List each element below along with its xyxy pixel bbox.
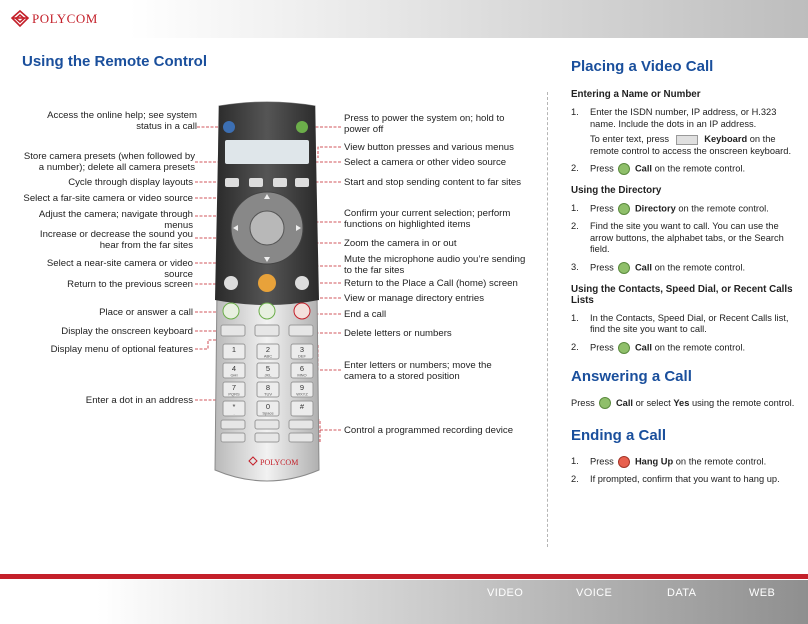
callout-help: Access the online help; see system status in a call bbox=[47, 110, 197, 132]
callout-directory: View or manage directory entries bbox=[344, 293, 485, 304]
footer-rule bbox=[0, 574, 808, 579]
callout-presets: Store camera presets (when followed by a number); delete all camera presets bbox=[23, 151, 195, 173]
callout-near-camera: Select a near-site camera or video source bbox=[46, 258, 193, 280]
callout-far-camera: Select a far-site camera or video source bbox=[23, 193, 193, 204]
callout-keyboard: Display the onscreen keyboard bbox=[61, 326, 193, 337]
home-button[interactable] bbox=[295, 276, 309, 290]
keypad-key-letters: DEF bbox=[298, 353, 306, 359]
keypad-key-letters: . bbox=[233, 410, 235, 416]
keypad-key-letters: WXYZ bbox=[296, 391, 308, 397]
keypad-key-letters: PQRS bbox=[228, 391, 240, 397]
callout-delete: Delete letters or numbers bbox=[344, 328, 452, 339]
callout-dot: Enter a dot in an address bbox=[85, 395, 193, 406]
contacts-step-1: 1. In the Contacts, Speed Dial, or Recent Calls list, find the site you want to call. bbox=[571, 312, 789, 334]
keypad-key-digit: 3 bbox=[299, 345, 305, 354]
keypad-key-digit: 8 bbox=[265, 383, 271, 392]
keypad-key-digit: 9 bbox=[299, 383, 305, 392]
nav-video[interactable]: VIDEO bbox=[487, 587, 524, 599]
entering-step-2: 2. Press Call on the remote control. bbox=[571, 163, 746, 174]
nav-data[interactable]: DATA bbox=[667, 587, 697, 599]
keypad-key-letters: MNO bbox=[297, 372, 307, 378]
call-icon bbox=[618, 262, 630, 274]
heading-ending: Ending a Call bbox=[571, 427, 667, 445]
keypad-key-digit: 0 bbox=[265, 402, 271, 411]
call-icon bbox=[599, 397, 611, 409]
callout-adjust-camera: Adjust the camera; navigate through menus bbox=[38, 209, 193, 231]
keyboard-icon bbox=[676, 135, 698, 145]
callout-layouts: Cycle through display layouts bbox=[68, 177, 193, 188]
callout-display: View button presses and various menus bbox=[344, 142, 514, 153]
ending-step-1: 1. Press Hang Up on the remote control. bbox=[571, 456, 767, 467]
callout-options: Display menu of optional features bbox=[50, 344, 193, 355]
call-icon bbox=[618, 342, 630, 354]
hangup-button[interactable] bbox=[294, 303, 310, 319]
callout-zoom: Zoom the camera in or out bbox=[344, 238, 457, 249]
call-button[interactable] bbox=[223, 303, 239, 319]
instructions-column bbox=[571, 58, 795, 492]
callout-recording: Control a programmed recording device bbox=[344, 425, 514, 436]
callout-power: Press to power the system on; hold to power off bbox=[344, 113, 505, 135]
remote-control bbox=[211, 100, 323, 490]
select-button[interactable] bbox=[250, 211, 284, 245]
keypad-key-digit: 5 bbox=[265, 364, 271, 373]
directory-button[interactable] bbox=[259, 303, 275, 319]
help-button-icon[interactable] bbox=[223, 121, 235, 133]
hangup-icon bbox=[618, 456, 630, 468]
callout-keypad: Enter letters or numbers; move the camera to a stored position bbox=[344, 360, 492, 382]
nav-web[interactable]: WEB bbox=[749, 587, 776, 599]
page-title-remote: Using the Remote Control bbox=[22, 53, 208, 70]
keypad-key-letters: TUV bbox=[264, 391, 272, 397]
keypad-key-digit: 4 bbox=[231, 364, 237, 373]
remote-display-window bbox=[225, 140, 309, 164]
keypad-key-digit: 7 bbox=[231, 383, 237, 392]
callout-back: Return to the previous screen bbox=[67, 279, 193, 290]
heading-placing: Placing a Video Call bbox=[571, 58, 714, 75]
mute-button[interactable] bbox=[258, 274, 276, 292]
contacts-step-2: 2. Press Call on the remote control. bbox=[571, 341, 746, 352]
subheading-entering: Entering a Name or Number bbox=[571, 89, 701, 100]
call-icon bbox=[618, 163, 630, 175]
keypad-key-letters: JKL bbox=[264, 372, 272, 378]
keypad-key-letters: Space bbox=[262, 410, 274, 416]
callout-volume: Increase or decrease the sound you hear from the far sites bbox=[39, 229, 193, 251]
keypad-key-digit: * bbox=[232, 402, 236, 411]
directory-step-1: 1. Press Directory on the remote control. bbox=[571, 203, 769, 214]
keypad-key-digit: 6 bbox=[299, 364, 305, 373]
callout-home: Return to the Place a Call (home) screen bbox=[344, 278, 518, 289]
keypad-key-letters: ABC bbox=[263, 353, 273, 359]
callout-content: Start and stop sending content to far sites bbox=[344, 177, 522, 188]
power-button-icon[interactable] bbox=[296, 121, 308, 133]
subheading-directory: Using the Directory bbox=[571, 185, 662, 196]
nav-voice[interactable]: VOICE bbox=[576, 587, 613, 599]
ending-step-2: 2. If prompted, confirm that you want to hang up. bbox=[571, 474, 780, 485]
remote-brand: POLYCOM bbox=[260, 458, 299, 467]
callout-camera-source: Select a camera or other video source bbox=[344, 157, 507, 168]
answering-text: Press Call or select Yes using the remote control. bbox=[571, 397, 795, 408]
back-button[interactable] bbox=[224, 276, 238, 290]
callout-call: Place or answer a call bbox=[99, 307, 193, 318]
polycom-logo bbox=[10, 9, 98, 29]
keypad-key-letters: GHI bbox=[230, 372, 238, 378]
callout-mute: Mute the microphone audio you’re sending to the far sites bbox=[344, 254, 526, 276]
directory-step-3: 3. Press Call on the remote control. bbox=[571, 261, 746, 272]
callout-select: Confirm your current selection; perform functions on highlighted items bbox=[344, 208, 511, 230]
callout-end-call: End a call bbox=[344, 309, 387, 320]
polycom-logo-icon bbox=[10, 9, 30, 29]
function-row-buttons[interactable] bbox=[221, 325, 313, 336]
heading-answering: Answering a Call bbox=[571, 367, 692, 385]
keypad-key-digit: 1 bbox=[231, 345, 237, 354]
header-bar bbox=[0, 0, 808, 38]
directory-step-2: 2. Find the site you want to call. You can use the arrow buttons, the alphabet tabs, or the Search field. bbox=[571, 221, 784, 254]
keypad-key-digit: 2 bbox=[265, 345, 271, 354]
column-divider bbox=[547, 92, 548, 547]
subheading-contacts: Using the Contacts, Speed Dial, or Recent Calls Lists bbox=[571, 283, 793, 306]
directory-icon bbox=[618, 203, 630, 215]
brand-name: POLYCOM bbox=[32, 11, 98, 26]
keypad-key-digit: # bbox=[299, 402, 305, 411]
entering-step-1: 1. Enter the ISDN number, IP address, or H.323 name. Include the dots in an IP address. To enter text, press Keyboard on the remote control to access the onscreen keyboard. bbox=[571, 107, 792, 156]
